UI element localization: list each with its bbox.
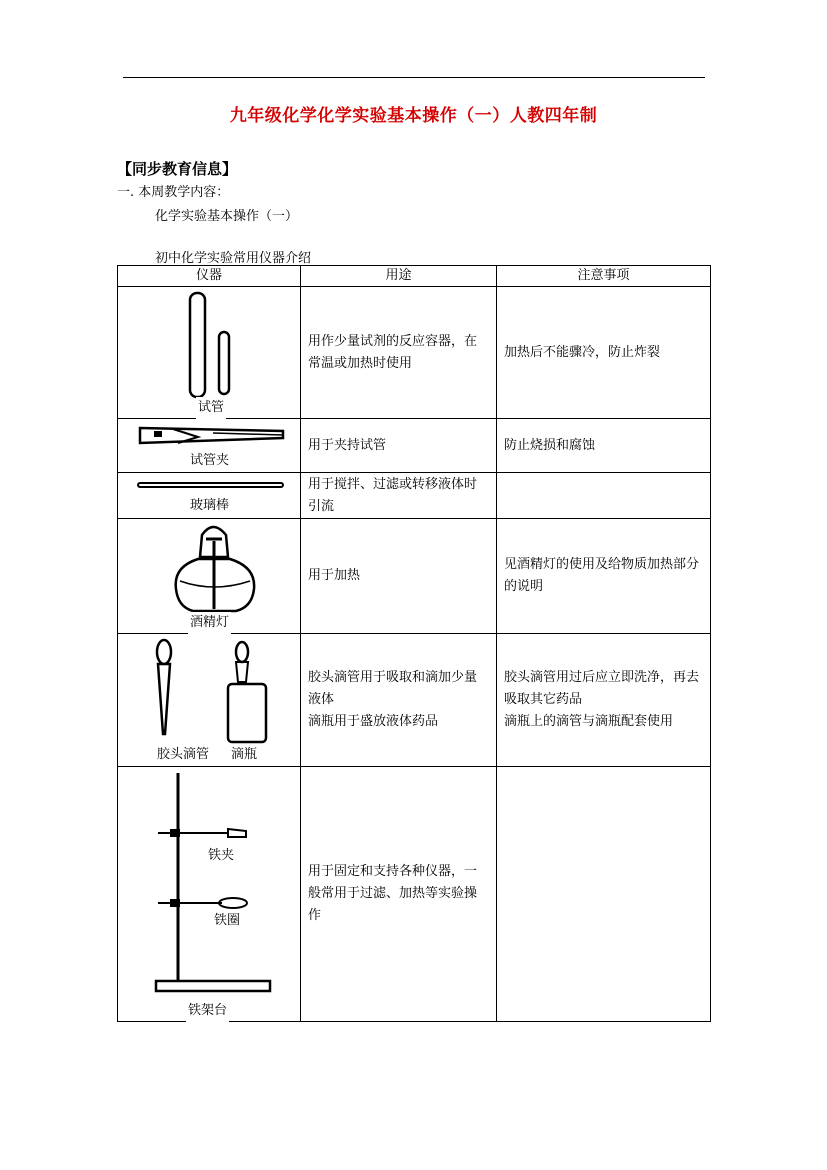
dropper-notes-line-1: 胶头滴管用过后应立即洗净，再去吸取其它药品 — [504, 670, 700, 707]
test-tube-caption: 试管 — [196, 397, 226, 419]
table-row — [118, 473, 711, 519]
header-use: 用途 — [301, 266, 497, 287]
test-tube-figure — [118, 287, 301, 419]
dropper-notes-line-2: 滴瓶上的滴管与滴瓶配套使用 — [504, 714, 674, 729]
iron-stand-figure — [118, 767, 301, 1022]
dropper-figure — [118, 634, 301, 767]
dropper-use-line-1: 胶头滴管用于吸取和滴加少量液体 — [308, 670, 478, 707]
table-caption: 初中化学实验常用仪器介绍 — [155, 251, 312, 266]
header-instrument: 仪器 — [118, 266, 301, 287]
glass-rod-figure — [118, 473, 301, 519]
table-row — [118, 519, 711, 634]
table-row — [118, 767, 711, 1022]
iron-ring-caption: 铁圈 — [212, 910, 242, 932]
page-title: 九年级化学化学实验基本操作（一）人教四年制 — [229, 106, 598, 126]
table-row — [118, 287, 711, 419]
iron-stand-notes — [497, 767, 711, 1022]
instrument-table — [117, 265, 711, 1022]
alcohol-lamp-figure — [118, 519, 301, 634]
intro-item-1: 一. 本周教学内容： — [117, 185, 230, 200]
iron-stand-illustration — [118, 767, 301, 1021]
tube-holder-use: 用于夹持试管 — [301, 419, 497, 473]
alcohol-lamp-notes: 见酒精灯的使用及给物质加热部分的说明 — [497, 519, 711, 634]
table-row — [118, 419, 711, 473]
tube-holder-caption: 试管夹 — [188, 450, 231, 472]
section-heading: 【同步教育信息】 — [117, 160, 238, 178]
dropper-bottle-caption: 滴瓶 — [229, 744, 259, 766]
table-row — [118, 634, 711, 767]
tube-holder-notes: 防止烧损和腐蚀 — [497, 419, 711, 473]
dropper-notes — [497, 634, 711, 767]
glass-rod-notes — [497, 473, 711, 519]
dropper-use-line-2: 滴瓶用于盛放液体药品 — [308, 714, 439, 729]
dropper-caption: 胶头滴管 — [155, 744, 211, 766]
table-header-row — [118, 266, 711, 287]
iron-stand-caption: 铁架台 — [186, 1000, 229, 1022]
test-tube-use: 用作少量试剂的反应容器，在常温或加热时使用 — [301, 287, 497, 419]
intro-topic: 化学实验基本操作（一） — [155, 209, 299, 224]
iron-stand-use: 用于固定和支持各种仪器，一般常用于过滤、加热等实验操作 — [301, 767, 497, 1022]
test-tube-notes: 加热后不能骤冷，防止炸裂 — [497, 287, 711, 419]
header-notes: 注意事项 — [497, 266, 711, 287]
iron-clamp-caption: 铁夹 — [206, 845, 236, 867]
header-rule — [123, 77, 705, 78]
alcohol-lamp-caption: 酒精灯 — [188, 612, 231, 634]
tube-holder-figure — [118, 419, 301, 473]
alcohol-lamp-use: 用于加热 — [301, 519, 497, 634]
glass-rod-caption: 玻璃棒 — [188, 495, 231, 517]
dropper-use — [301, 634, 497, 767]
glass-rod-use: 用于搅拌、过滤或转移液体时引流 — [301, 473, 497, 519]
